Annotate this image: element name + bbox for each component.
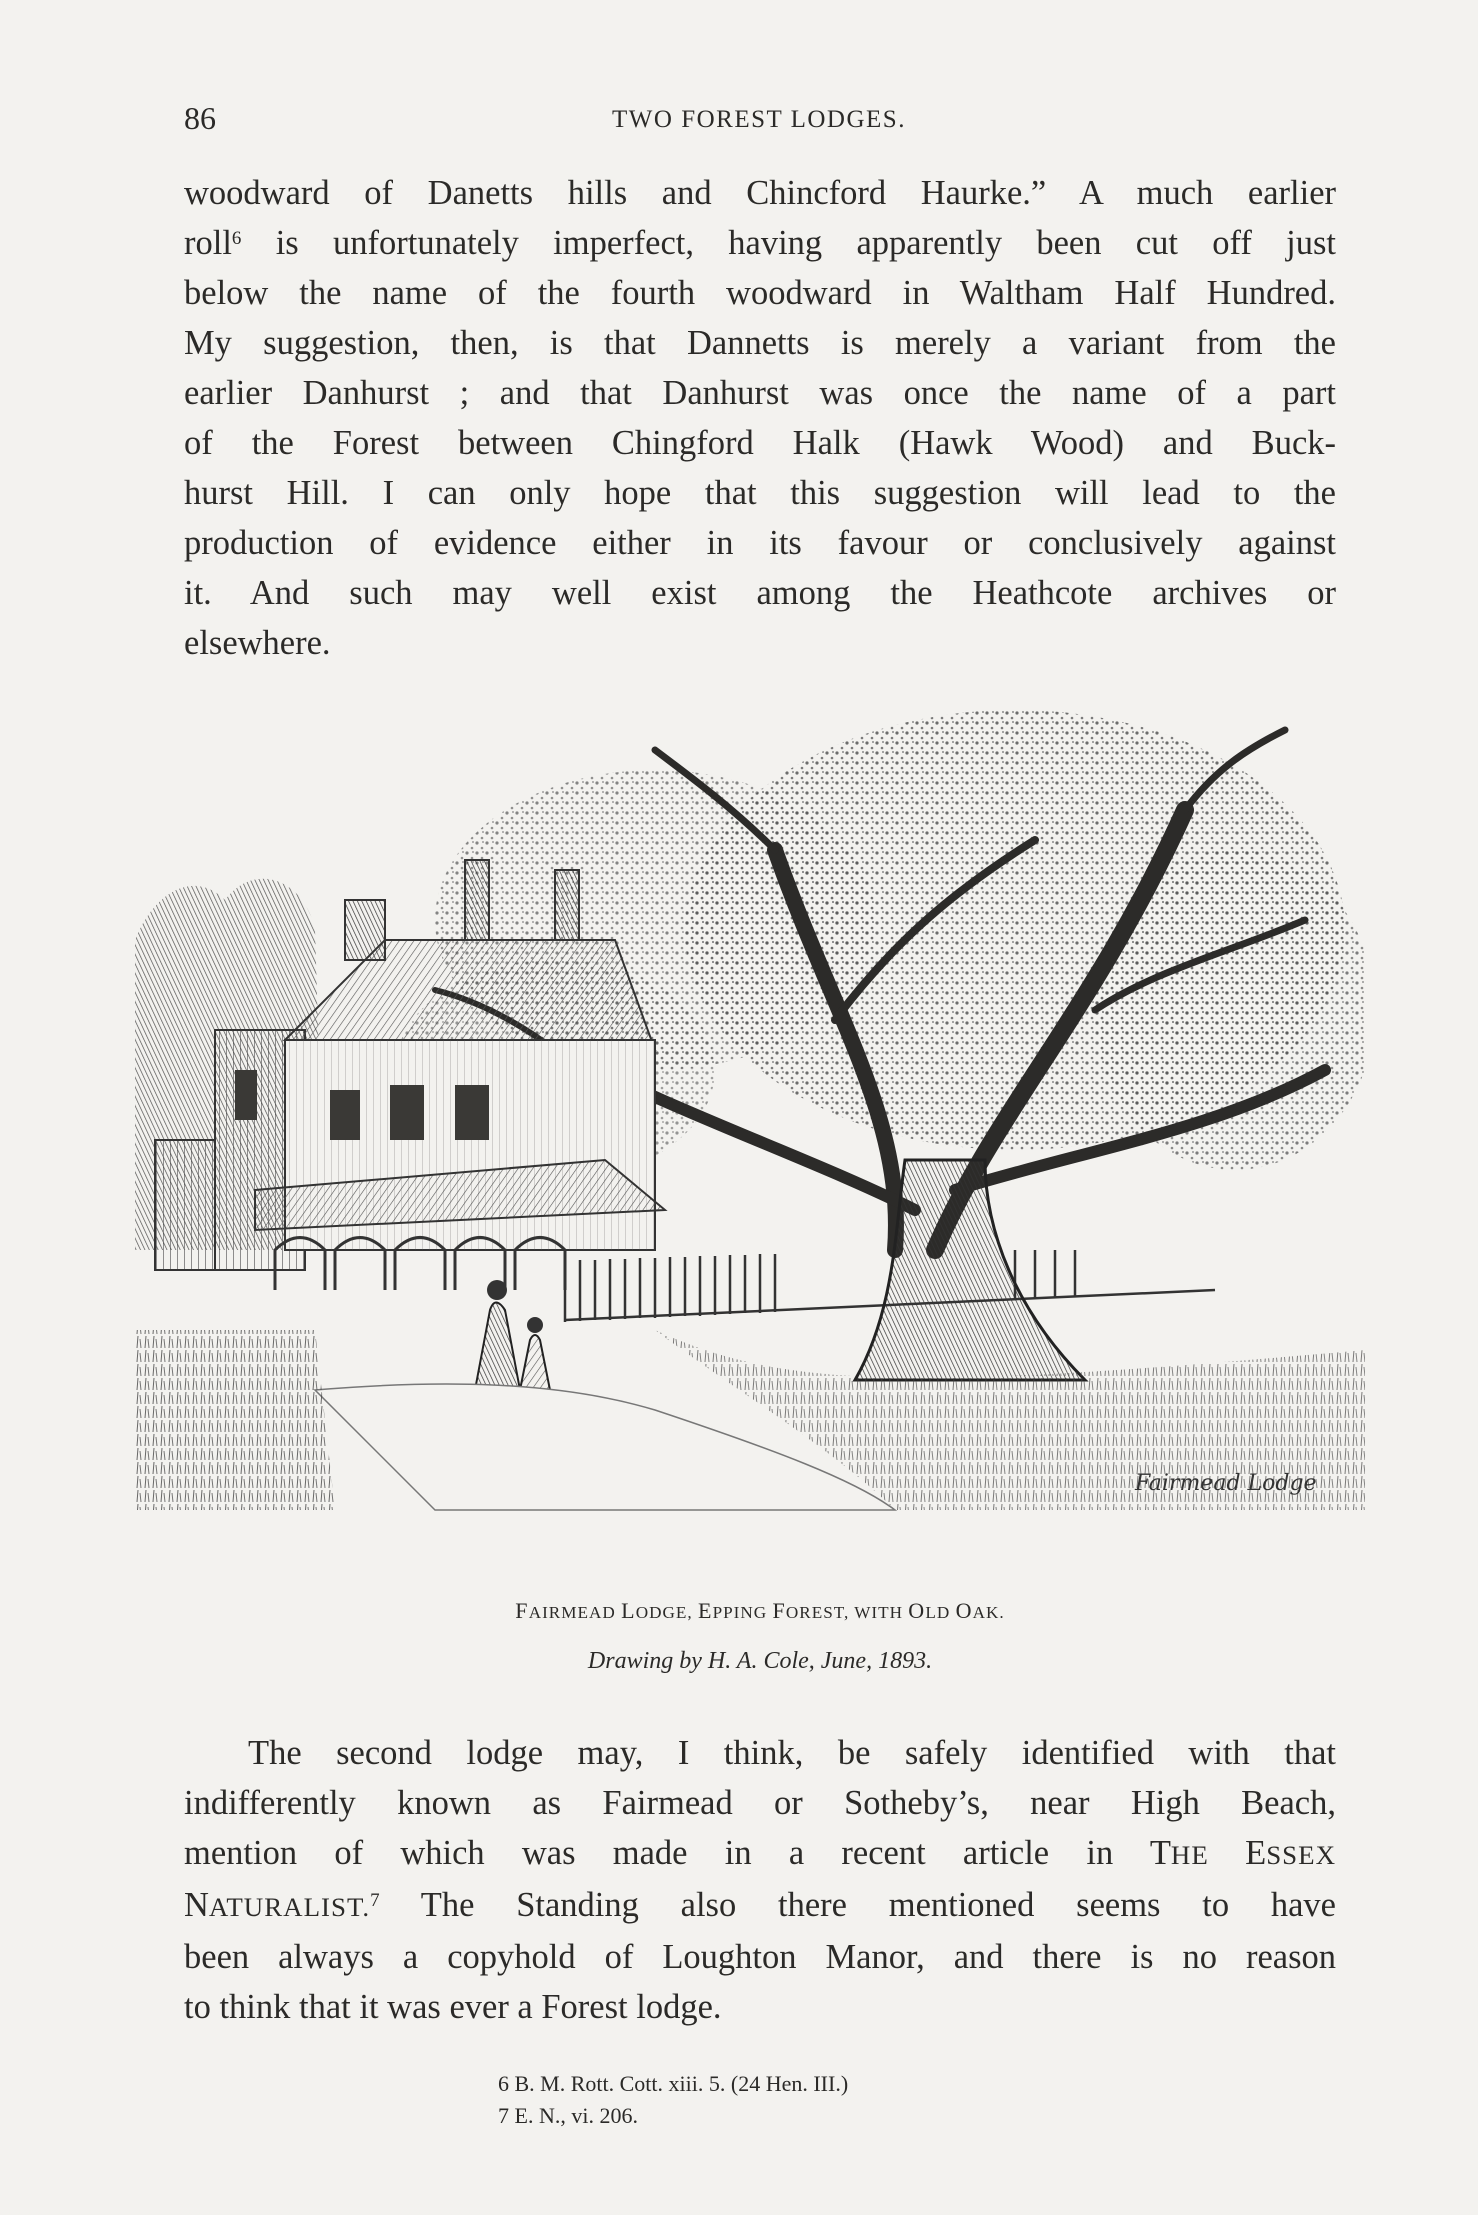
text-line: below the name of the fourth woodward in Waltham Half Hundred. — [184, 274, 1336, 312]
caption-fragment: OREST, WITH — [785, 1603, 909, 1622]
footnote-6: 6 B. M. Rott. Cott. xiii. 5. (24 Hen. III.) — [498, 2071, 849, 2096]
caption-fragment: O — [908, 1598, 926, 1623]
text-fragment: E — [1245, 1834, 1267, 1872]
footnote-ref-7: 7 — [370, 1890, 380, 1911]
text-line: production of evidence either in its favour or conclusively against — [184, 524, 1336, 562]
text-line: been always a copyhold of Loughton Manor, and there is no reason — [184, 1938, 1336, 1976]
grass-left — [135, 1330, 335, 1510]
engraving-illustration — [135, 690, 1365, 1570]
text-fragment: N — [184, 1886, 209, 1924]
text-fragment: The Standing also there mentioned seems to have — [379, 1886, 1336, 1924]
caption-fragment: PPING — [712, 1603, 773, 1622]
footnote-ref-6: 6 — [231, 228, 242, 249]
figure-caption-credit: Drawing by H. A. Cole, June, 1893. — [587, 1648, 933, 1674]
text-fragment: mention of which was made in a recent article in — [184, 1834, 1150, 1872]
text-line: woodward of Danetts hills and Chincford Haurke.” A much earlier — [184, 174, 1336, 212]
caption-fragment: E — [697, 1598, 713, 1623]
text-line: to think that it was ever a Forest lodge. — [184, 1988, 722, 2026]
footnote-7: 7 E. N., vi. 206. — [498, 2103, 638, 2128]
engraving-drawing — [135, 690, 1365, 1570]
caption-fragment: AK. — [972, 1603, 1005, 1622]
text-line: elsewhere. — [184, 624, 331, 662]
footnotes — [498, 2068, 848, 2132]
text-line: My suggestion, then, is that Dannetts is merely a variant from the — [184, 324, 1336, 362]
paragraph-1 — [184, 168, 1336, 668]
text-line: The second lodge may, I think, be safely identified with that — [248, 1734, 1336, 1772]
text-line: of the Forest between Chingford Halk (Hawk Wood) and Buck- — [184, 424, 1336, 462]
text-line: indifferently known as Fairmead or Sotheby’s, near High Beach, — [184, 1784, 1336, 1822]
text-fragment: HE — [1170, 1840, 1246, 1870]
text-line — [184, 1880, 1336, 1932]
caption-fragment: AIRMEAD — [528, 1603, 622, 1622]
running-title: TWO FOREST LODGES. — [612, 106, 906, 133]
text-line — [184, 218, 1336, 268]
text-fragment: SSEX — [1266, 1840, 1337, 1870]
running-head — [184, 100, 1334, 140]
caption-fragment: F — [515, 1598, 529, 1623]
caption-fragment: ODGE, — [635, 1603, 698, 1622]
caption-fragment: O — [955, 1598, 973, 1623]
caption-fragment: F — [772, 1598, 786, 1623]
text-fragment: is unfortunately imperfect, having apparently been cut off just — [241, 224, 1336, 262]
text-line — [184, 1828, 1336, 1880]
artist-signature: Fairmead Lodge — [1135, 1471, 1317, 1496]
figures-on-path — [475, 1280, 550, 1390]
text-fragment: T — [1149, 1834, 1171, 1872]
text-fragment: ATURALIST. — [208, 1892, 371, 1922]
figure-caption-title — [184, 1598, 1336, 1624]
text-line: it. And such may well exist among the Heathcote archives or — [184, 574, 1336, 612]
caption-fragment: L — [621, 1598, 636, 1623]
page-number: 86 — [184, 100, 216, 136]
caption-fragment: LD — [925, 1603, 956, 1622]
paragraph-2 — [184, 1728, 1336, 2032]
text-fragment: roll — [184, 224, 232, 262]
text-line: hurst Hill. I can only hope that this suggestion will lead to the — [184, 474, 1336, 512]
text-line: earlier Danhurst ; and that Danhurst was once the name of a part — [184, 374, 1336, 412]
